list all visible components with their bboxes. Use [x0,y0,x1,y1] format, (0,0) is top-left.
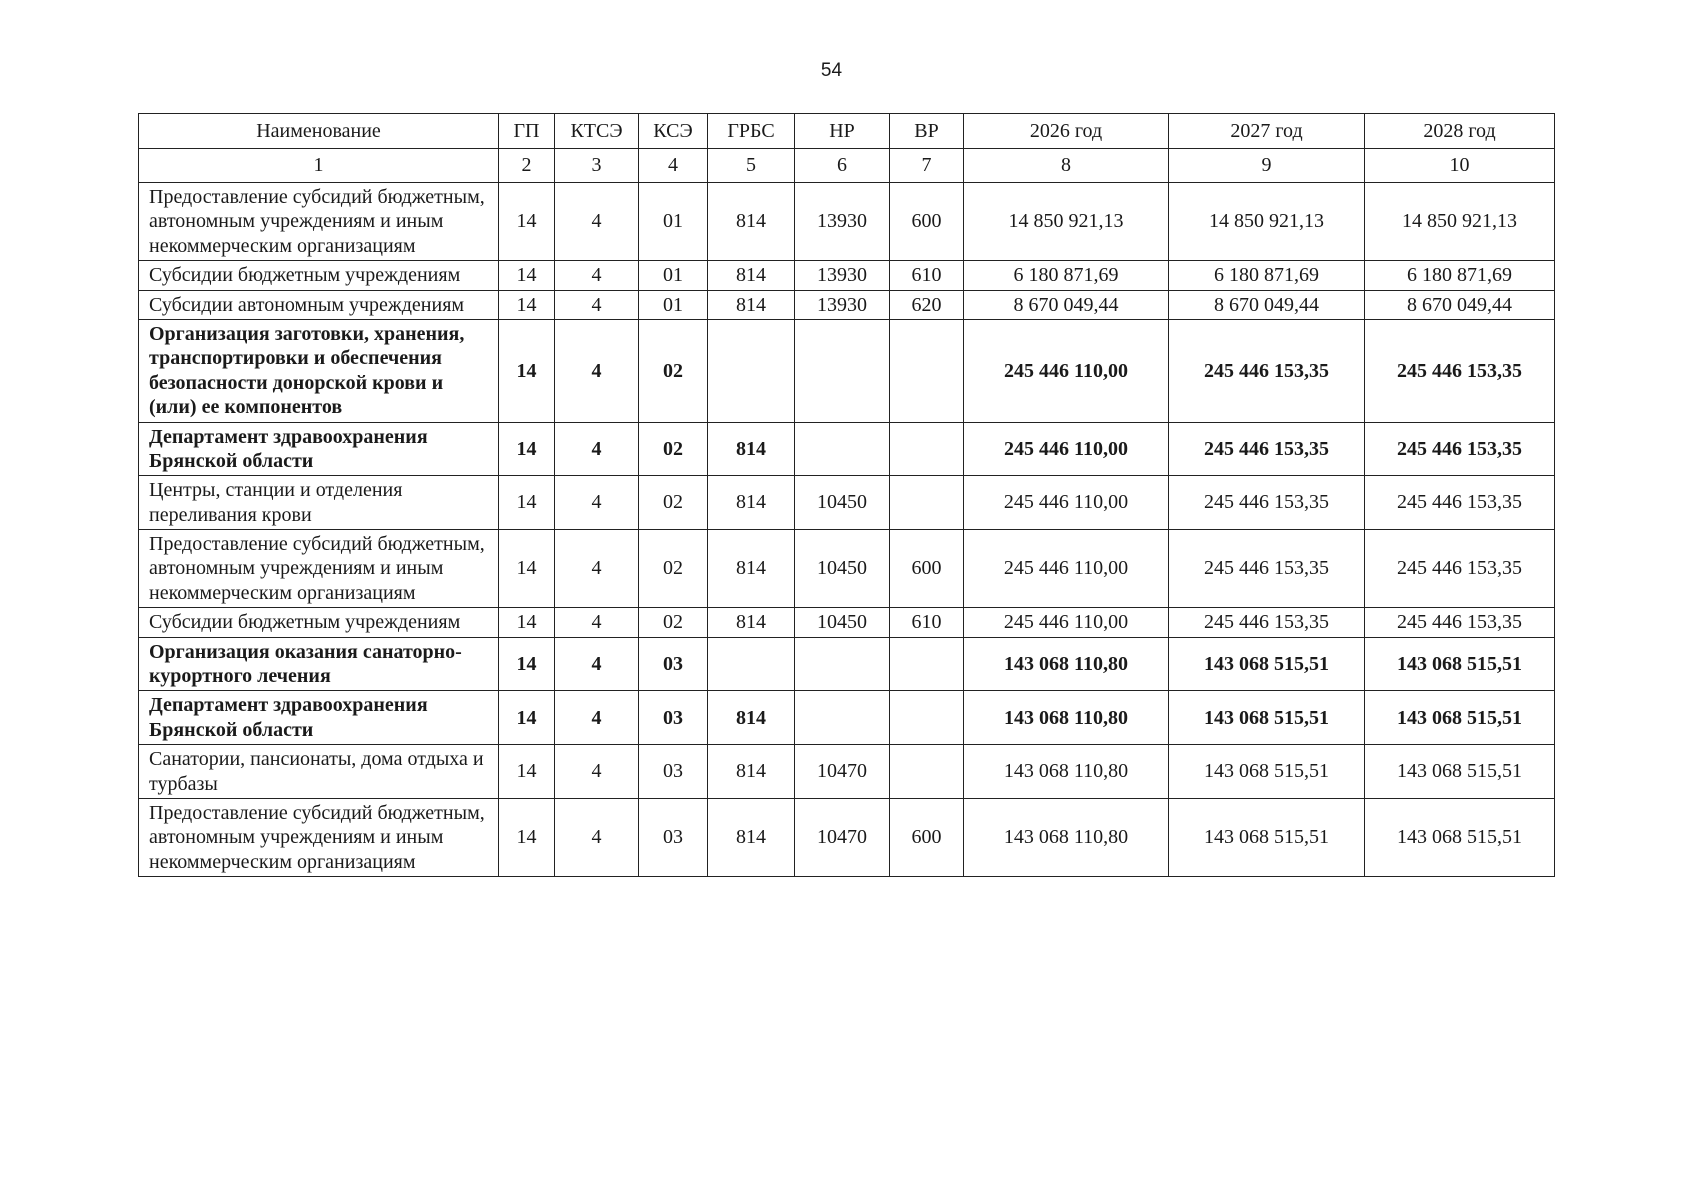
grbs-cell: 814 [708,476,795,530]
vr-cell [890,319,964,422]
gp-cell: 14 [499,183,555,261]
name-cell: Департамент здравоохранения Брянской области [139,422,499,476]
table-row [139,745,1555,799]
amount-2026-cell: 143 068 110,80 [964,745,1169,799]
column-number: 10 [1365,149,1555,183]
page-number: 54 [820,60,843,81]
kse-cell: 02 [639,422,708,476]
name-cell: Субсидии автономным учреждениям [139,290,499,319]
amount-2028-cell: 245 446 153,35 [1365,319,1555,422]
kse-cell: 02 [639,608,708,637]
header-cell-grbs: ГРБС [708,114,795,149]
amount-2026-cell: 8 670 049,44 [964,290,1169,319]
vr-cell: 600 [890,530,964,608]
kse-cell: 02 [639,530,708,608]
table-row [139,530,1555,608]
kse-cell: 01 [639,261,708,290]
kse-cell: 03 [639,798,708,876]
gp-cell: 14 [499,745,555,799]
amount-2028-cell: 143 068 515,51 [1365,691,1555,745]
amount-2028-cell: 245 446 153,35 [1365,422,1555,476]
table-row [139,319,1555,422]
nr-cell: 10450 [795,530,890,608]
name-cell: Субсидии бюджетным учреждениям [139,261,499,290]
amount-2026-cell: 143 068 110,80 [964,798,1169,876]
name-cell: Предоставление субсидий бюджетным, автономным учреждениям и иным некоммерческим организациям [139,183,499,261]
header-cell-2026: 2026 год [964,114,1169,149]
grbs-cell: 814 [708,798,795,876]
name-cell: Организация заготовки, хранения, транспортировки и обеспечения безопасности донорской крови и (или) ее компонентов [139,319,499,422]
ktse-cell: 4 [555,290,639,319]
table-row [139,476,1555,530]
amount-2027-cell: 245 446 153,35 [1169,319,1365,422]
nr-cell: 13930 [795,290,890,319]
table-row [139,290,1555,319]
grbs-cell: 814 [708,691,795,745]
column-number: 1 [139,149,499,183]
nr-cell: 10470 [795,745,890,799]
nr-cell: 13930 [795,261,890,290]
vr-cell [890,637,964,691]
table-row [139,183,1555,261]
gp-cell: 14 [499,691,555,745]
vr-cell [890,476,964,530]
header-cell-2027: 2027 год [1169,114,1365,149]
amount-2028-cell: 245 446 153,35 [1365,476,1555,530]
ktse-cell: 4 [555,745,639,799]
ktse-cell: 4 [555,608,639,637]
ktse-cell: 4 [555,530,639,608]
ktse-cell: 4 [555,476,639,530]
amount-2028-cell: 8 670 049,44 [1365,290,1555,319]
kse-cell: 02 [639,476,708,530]
amount-2027-cell: 245 446 153,35 [1169,476,1365,530]
name-cell: Предоставление субсидий бюджетным, автономным учреждениям и иным некоммерческим организациям [139,530,499,608]
grbs-cell: 814 [708,530,795,608]
table-row [139,798,1555,876]
table-body [139,183,1555,877]
grbs-cell: 814 [708,608,795,637]
amount-2026-cell: 143 068 110,80 [964,637,1169,691]
header-cell-kse: КСЭ [639,114,708,149]
amount-2027-cell: 14 850 921,13 [1169,183,1365,261]
grbs-cell: 814 [708,261,795,290]
nr-cell: 10450 [795,476,890,530]
table-row [139,608,1555,637]
amount-2028-cell: 143 068 515,51 [1365,745,1555,799]
nr-cell [795,691,890,745]
nr-cell [795,422,890,476]
amount-2028-cell: 143 068 515,51 [1365,798,1555,876]
vr-cell: 620 [890,290,964,319]
amount-2027-cell: 245 446 153,35 [1169,608,1365,637]
amount-2026-cell: 245 446 110,00 [964,530,1169,608]
column-number: 6 [795,149,890,183]
ktse-cell: 4 [555,261,639,290]
kse-cell: 02 [639,319,708,422]
gp-cell: 14 [499,637,555,691]
amount-2026-cell: 245 446 110,00 [964,476,1169,530]
column-number: 2 [499,149,555,183]
amount-2027-cell: 245 446 153,35 [1169,530,1365,608]
gp-cell: 14 [499,476,555,530]
amount-2027-cell: 143 068 515,51 [1169,637,1365,691]
name-cell: Субсидии бюджетным учреждениям [139,608,499,637]
vr-cell [890,691,964,745]
kse-cell: 03 [639,637,708,691]
kse-cell: 01 [639,183,708,261]
column-number: 4 [639,149,708,183]
ktse-cell: 4 [555,319,639,422]
gp-cell: 14 [499,608,555,637]
header-cell-name: Наименование [139,114,499,149]
amount-2026-cell: 14 850 921,13 [964,183,1169,261]
nr-cell: 10450 [795,608,890,637]
amount-2027-cell: 143 068 515,51 [1169,691,1365,745]
vr-cell: 600 [890,798,964,876]
gp-cell: 14 [499,261,555,290]
column-number: 7 [890,149,964,183]
amount-2027-cell: 245 446 153,35 [1169,422,1365,476]
amount-2027-cell: 143 068 515,51 [1169,798,1365,876]
column-number: 3 [555,149,639,183]
nr-cell [795,637,890,691]
amount-2028-cell: 245 446 153,35 [1365,530,1555,608]
name-cell: Департамент здравоохранения Брянской области [139,691,499,745]
grbs-cell: 814 [708,290,795,319]
vr-cell: 600 [890,183,964,261]
table-row [139,261,1555,290]
vr-cell: 610 [890,261,964,290]
gp-cell: 14 [499,422,555,476]
header-cell-ktse: КТСЭ [555,114,639,149]
ktse-cell: 4 [555,183,639,261]
grbs-cell [708,637,795,691]
name-cell: Санатории, пансионаты, дома отдыха и турбазы [139,745,499,799]
header-cell-gp: ГП [499,114,555,149]
amount-2027-cell: 8 670 049,44 [1169,290,1365,319]
amount-2026-cell: 6 180 871,69 [964,261,1169,290]
ktse-cell: 4 [555,798,639,876]
vr-cell [890,745,964,799]
gp-cell: 14 [499,798,555,876]
header-cell-2028: 2028 год [1365,114,1555,149]
vr-cell: 610 [890,608,964,637]
name-cell: Предоставление субсидий бюджетным, автономным учреждениям и иным некоммерческим организациям [139,798,499,876]
name-cell: Организация оказания санаторно-курортного лечения [139,637,499,691]
amount-2026-cell: 143 068 110,80 [964,691,1169,745]
budget-table [138,113,1555,877]
gp-cell: 14 [499,319,555,422]
amount-2028-cell: 143 068 515,51 [1365,637,1555,691]
table-row [139,691,1555,745]
column-number: 5 [708,149,795,183]
ktse-cell: 4 [555,422,639,476]
amount-2027-cell: 143 068 515,51 [1169,745,1365,799]
table-row [139,637,1555,691]
grbs-cell: 814 [708,183,795,261]
amount-2026-cell: 245 446 110,00 [964,608,1169,637]
amount-2028-cell: 245 446 153,35 [1365,608,1555,637]
grbs-cell: 814 [708,422,795,476]
grbs-cell: 814 [708,745,795,799]
amount-2028-cell: 14 850 921,13 [1365,183,1555,261]
gp-cell: 14 [499,530,555,608]
name-cell: Центры, станции и отделения переливания крови [139,476,499,530]
column-number: 9 [1169,149,1365,183]
header-row [139,114,1555,149]
header-cell-nr: НР [795,114,890,149]
amount-2027-cell: 6 180 871,69 [1169,261,1365,290]
vr-cell [890,422,964,476]
nr-cell [795,319,890,422]
grbs-cell [708,319,795,422]
kse-cell: 03 [639,691,708,745]
kse-cell: 01 [639,290,708,319]
ktse-cell: 4 [555,637,639,691]
kse-cell: 03 [639,745,708,799]
header-cell-vr: ВР [890,114,964,149]
column-number: 8 [964,149,1169,183]
nr-cell: 10470 [795,798,890,876]
amount-2028-cell: 6 180 871,69 [1365,261,1555,290]
amount-2026-cell: 245 446 110,00 [964,319,1169,422]
ktse-cell: 4 [555,691,639,745]
amount-2026-cell: 245 446 110,00 [964,422,1169,476]
column-number-row [139,149,1555,183]
gp-cell: 14 [499,290,555,319]
table-row [139,422,1555,476]
nr-cell: 13930 [795,183,890,261]
